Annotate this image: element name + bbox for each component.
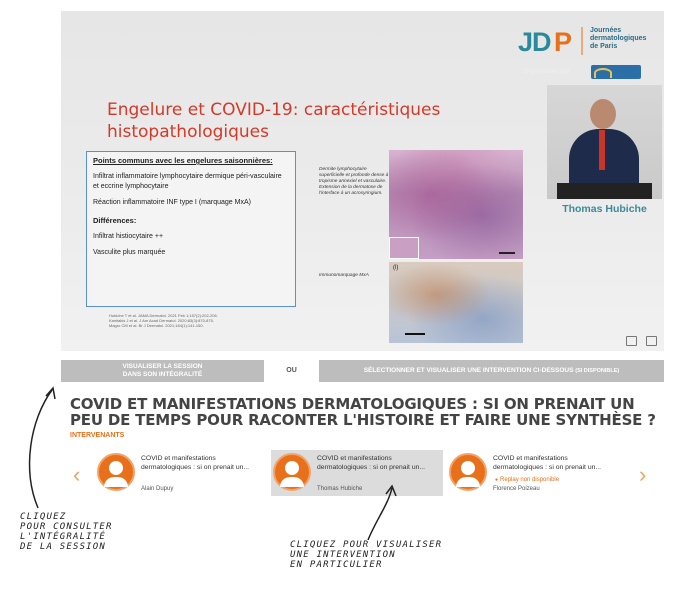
intervention-speaker: Thomas Hubiche	[317, 486, 363, 492]
view-full-session-button[interactable]	[61, 360, 264, 382]
speaker-name: Thomas Hubiche	[562, 203, 647, 215]
immunostaining-image	[389, 262, 523, 343]
button-label: SÉLECTIONNER ET VISUALISER UNE INTERVENTION CI-DESSOUS	[363, 367, 574, 374]
button-label-suffix: (SI DISPONIBLE)	[575, 368, 620, 374]
carousel-next-arrow[interactable]: ›	[639, 462, 647, 487]
fullscreen-icon[interactable]	[646, 336, 657, 346]
immunostaining-caption: Immunomarquage MxA	[319, 273, 369, 278]
intervention-speaker: Alain Dupuy	[141, 486, 174, 492]
annotation-line: DE LA SESSION	[20, 542, 107, 552]
intervention-title: COVID et manifestations dermatologiques : si on prenait un...	[317, 455, 426, 471]
or-separator: OU	[286, 367, 297, 374]
avatar-body	[456, 477, 480, 487]
annotation-line: L'INTÉGRALITÉ	[20, 532, 107, 542]
slide-box-line: Infiltrat histiocytaire ++	[93, 233, 164, 240]
histology-caption: Dermite lymphocytaire superficielle et profonde dense à tropisme annexiel et vasculaire. Extension de la dermatose de l'interface à un acrosyringium.	[319, 167, 389, 196]
histology-inset	[389, 237, 419, 259]
logo-text-line: Journées	[590, 27, 622, 34]
logo-text-line: de Paris	[590, 43, 618, 50]
speaker-lanyard	[599, 130, 605, 170]
avatar-icon	[97, 453, 135, 491]
avatar-head	[285, 461, 299, 475]
button-label-line: DANS SON INTÉGRALITÉ	[122, 371, 203, 378]
video-player[interactable]	[61, 11, 664, 351]
reference-line: Hubiche T et al. JAMA Dermatol. 2021 Feb 1;157(2):202-206.	[109, 313, 218, 318]
slide-box-line: Vasculite plus marquée	[93, 249, 166, 256]
slide-findings-box	[86, 151, 296, 307]
slide-box-line: Réaction inflammatoire INF type I (marquage MxA)	[93, 199, 251, 206]
intervention-speaker: Florence Poizeau	[493, 486, 540, 492]
slide-title: Engelure et COVID-19: caractéristiques histopathologiques	[107, 100, 441, 142]
slide-references	[109, 313, 279, 328]
avatar-body	[104, 477, 128, 487]
avatar-head	[109, 461, 123, 475]
intervention-card-active[interactable]	[271, 450, 443, 496]
reference-line: Kanitakis J et al. J Am Acad Dermatol. 2020;83(3):870-875.	[109, 318, 214, 323]
svg-text:J: J	[518, 27, 534, 57]
annotation-line: EN PARTICULIER	[290, 560, 383, 570]
panel-label: (l)	[393, 265, 399, 271]
select-intervention-button[interactable]	[319, 360, 664, 382]
speaker-head	[590, 99, 616, 129]
organiser-logo	[591, 65, 641, 79]
logo-text	[590, 27, 646, 51]
slide-box-line: Infiltrat inflammatoire lymphocytaire dermique péri-vasculaire et eccrine lymphocytaire	[93, 173, 282, 190]
reference-line: Magro CM et al. Br J Dermatol. 2021;184(1):141-150.	[109, 323, 204, 328]
svg-text:P: P	[554, 27, 573, 57]
intervention-title: COVID et manifestations dermatologiques : si on prenait un...	[141, 455, 250, 471]
avatar-head	[461, 461, 475, 475]
slides-layout-icon[interactable]	[626, 336, 637, 346]
replay-unavailable-badge: ● Replay non disponible	[495, 477, 559, 483]
annotation-line: CLIQUEZ POUR VISUALISER	[290, 540, 443, 550]
avatar-body	[280, 477, 304, 487]
logo-text-line: dermatologiques	[590, 35, 647, 42]
intervention-title: COVID et manifestations dermatologiques : si on prenait un...	[493, 455, 602, 471]
speaker-video	[547, 85, 662, 199]
annotation-line: CLIQUEZ	[20, 512, 67, 522]
avatar-icon	[273, 453, 311, 491]
lectern	[557, 183, 652, 199]
carousel-prev-arrow[interactable]: ‹	[73, 462, 81, 487]
button-label-line: VISUALISER LA SESSION	[122, 363, 203, 370]
slide-box-heading: Points communs avec les engelures saisonnières:	[93, 156, 273, 165]
session-action-bar	[61, 360, 664, 382]
annotation-intervention	[290, 540, 442, 570]
intervention-card[interactable]	[447, 450, 619, 496]
scale-bar	[499, 252, 515, 254]
scale-bar	[405, 333, 425, 335]
session-title: COVID ET MANIFESTATIONS DERMATOLOGIQUES : SI ON PRENAIT UN PEU DE TEMPS POUR RACONTER L'HISTOIRE ET FAIRE UNE SYNTHÈSE ?	[70, 395, 656, 429]
histology-image	[389, 150, 523, 259]
avatar-icon	[449, 453, 487, 491]
annotation-line: POUR CONSULTER	[20, 522, 113, 532]
annotation-line: UNE INTERVENTION	[290, 550, 396, 560]
svg-text:D: D	[532, 27, 552, 57]
organised-by-label: Organisées par	[523, 68, 571, 75]
session-panel	[61, 384, 664, 510]
annotation-full-session	[20, 512, 113, 552]
speakers-label: INTERVENANTS	[70, 432, 125, 439]
intervention-card[interactable]	[95, 450, 267, 496]
slide-differences-heading: Différences:	[93, 216, 137, 225]
